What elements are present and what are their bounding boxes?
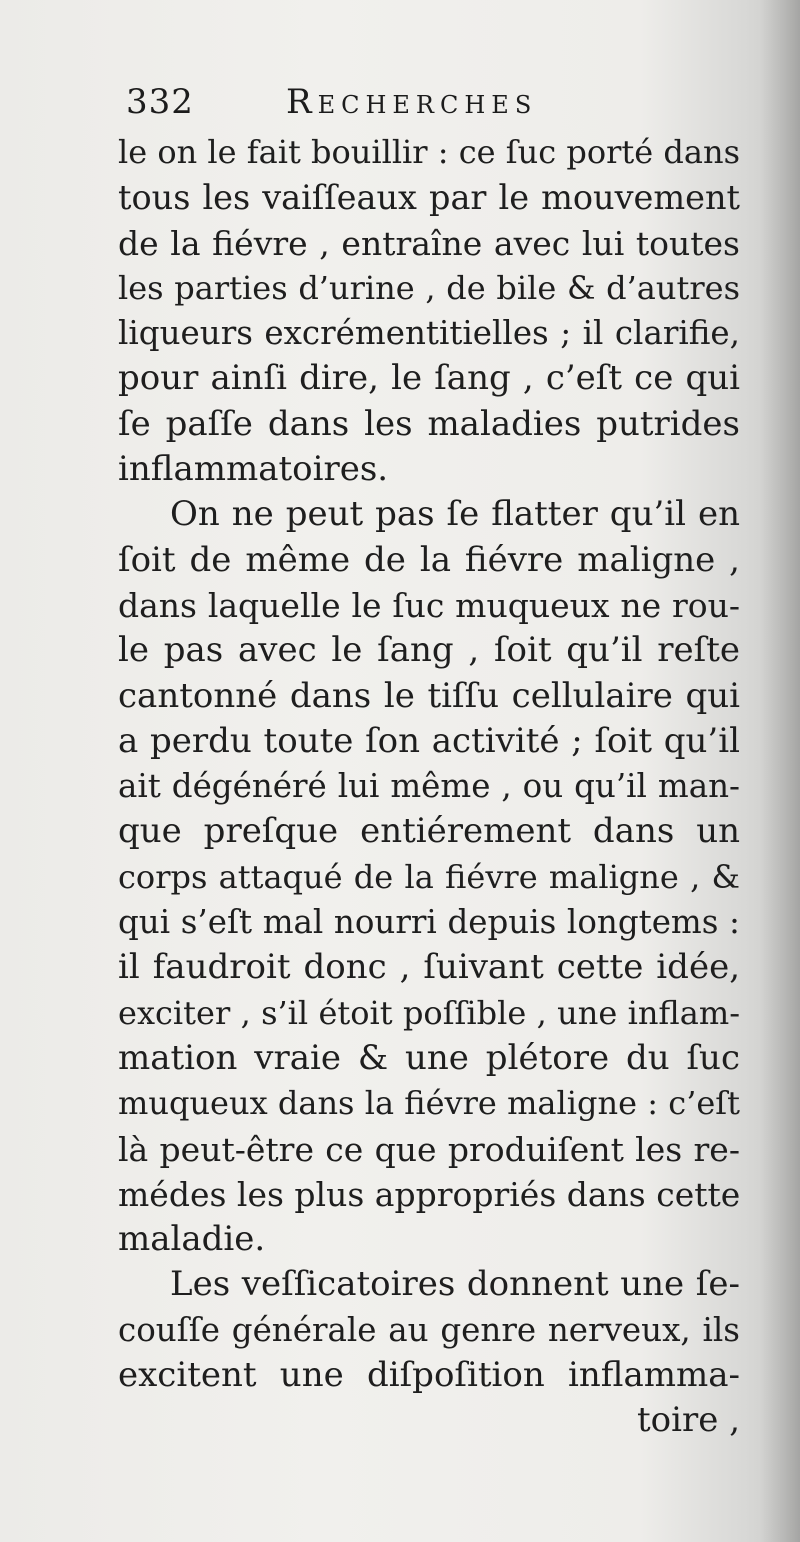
text-line: le on le fait bouillir : ce ſuc porté dans xyxy=(118,133,740,171)
text-line: cantonné dans le tiſſu cellulaire qui xyxy=(118,675,740,716)
text-line: ſe paſſe dans les maladies putrides xyxy=(118,403,740,444)
page-number: 332 xyxy=(126,82,194,122)
text-line: corps attaqué de la fiévre maligne , & xyxy=(118,857,740,896)
text-line: liqueurs excrémentitielles ; il clarifie, xyxy=(118,314,740,353)
text-line: le pas avec le ſang , ſoit qu’il reſte xyxy=(118,630,740,671)
text-line: dans laquelle le ſuc muqueux ne rou- xyxy=(118,585,740,625)
text-line: de la fiévre , entraîne avec lui toutes xyxy=(118,223,740,263)
text-line: médes les plus appropriés dans cette xyxy=(118,1174,740,1214)
text-line: a perdu toute ſon activité ; ſoit qu’il xyxy=(118,720,740,761)
paragraph-start-line: On ne peut pas ſe flatter qu’il en xyxy=(170,494,740,535)
text-line: exciter , s’il étoit poſſible , une inflam- xyxy=(118,993,740,1032)
text-line: couſſe générale au genre nerveux, ils xyxy=(118,1310,740,1349)
gutter-shadow xyxy=(760,0,800,1542)
body-text xyxy=(118,130,740,1444)
text-line: pour ainſi dire, le ſang , c’eſt ce qui xyxy=(118,358,740,399)
text-line: il faudroit donc , ſuivant cette idée, xyxy=(118,947,740,988)
text-line: muqueux dans la fiévre maligne : c’eſt xyxy=(118,1084,740,1123)
text-line: que preſque entiérement dans un xyxy=(118,811,740,852)
text-line: excitent une diſpoſition inflamma- xyxy=(118,1355,740,1396)
page-header xyxy=(126,82,626,132)
text-line: qui s’eſt mal nourri depuis longtems : xyxy=(118,903,740,942)
paragraph-start-line: Les veſſicatoires donnent une ſe- xyxy=(170,1264,740,1305)
text-line: là peut-être ce que produiſent les re- xyxy=(118,1129,740,1169)
text-line: les parties d’urine , de bile & d’autres xyxy=(118,268,740,307)
text-line: ait dégénéré lui même , ou qu’il man- xyxy=(118,767,740,806)
text-line: tous les vaiſſeaux par le mouvement xyxy=(118,178,740,218)
text-line: maladie. xyxy=(118,1219,266,1260)
text-line: mation vraie & une plétore du ſuc xyxy=(118,1037,740,1078)
catchword: toire , xyxy=(637,1400,740,1441)
running-head: Recherches xyxy=(286,82,538,122)
text-line: inflammatoires. xyxy=(118,449,389,490)
text-line: ſoit de même de la fiévre maligne , xyxy=(118,539,740,580)
